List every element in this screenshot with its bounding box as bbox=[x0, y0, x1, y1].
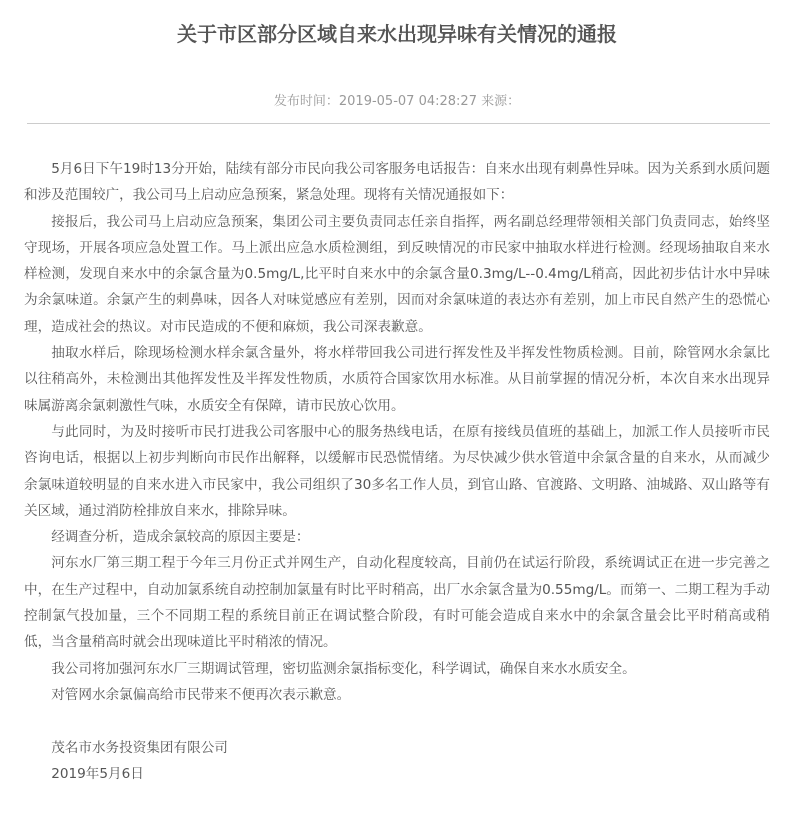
publish-time-label: 发布时间： bbox=[273, 94, 339, 109]
article-meta bbox=[0, 92, 794, 112]
paragraph-analysis-heading: 经调查分析，造成余氯较高的原因主要是： bbox=[51, 529, 310, 546]
paragraph-commitment: 我公司将加强河东水厂三期调试管理，密切监测余氯指标变化，科学调试，确保自来水水质安全。 bbox=[51, 660, 636, 677]
article-title: 关于市区部分区域自来水出现异味有关情况的通报 bbox=[177, 22, 617, 46]
paragraph-response: 接报后，我公司马上启动应急预案，集团公司主要负责同志任亲自指挥，两名副总经理带领相关部门负责同志，始终坚守现场，开展各项应急处置工作。马上派出应急水质检测组，到反映情况的市民家中抽取水样进行检测。经现场抽取自来水样检测，发现自来水中的余氯含量为0.5mg/L,比平时自来水中的余氯含量0.3mg/L--0.4mg/L稍高，因此初步估计水中异味为余氯味道。余氯产生的刺鼻味，因各人对味觉感应有差别，因而对余氯味道的表达亦有差别，加上市民自然产生的恐慌心理，造成社会的热议。对市民造成的不便和麻烦，我公司深表歉意。 bbox=[24, 213, 770, 335]
paragraph-intro: 5月6日下午19时13分开始，陆续有部分市民向我公司客服务电话报告：自来水出现有刺鼻性异味。因为关系到水质问题和涉及范围较广，我公司马上启动应急预案，紧急处理。现将有关情况通报如下： bbox=[24, 161, 770, 204]
paragraph-apology: 对管网水余氯偏高给市民带来不便再次表示歉意。 bbox=[51, 686, 351, 703]
signature-date: 2019年5月6日 bbox=[51, 765, 144, 782]
signature-organization: 茂名市水务投资集团有限公司 bbox=[51, 739, 228, 756]
publish-time-value: 2019-05-07 04:28:27 bbox=[338, 94, 477, 109]
header-divider bbox=[27, 123, 770, 124]
paragraph-testing: 抽取水样后，除现场检测水样余氯含量外，将水样带回我公司进行挥发性及半挥发性物质检测。目前，除管网水余氯比以往稍高外，未检测出其他挥发性及半挥发性物质，水质符合国家饮用水标准。从目前掌握的情况分析，本次自来水出现异味属游离余氯刺激性气味，水质安全有保障，请市民放心饮用。 bbox=[24, 345, 770, 414]
paragraph-cause: 河东水厂第三期工程于今年三月份正式并网生产，自动化程度较高，目前仍在试运行阶段，系统调试正在进一步完善之中，在生产过程中，自动加氯系统自动控制加氯量有时比平时稍高，出厂水余氯含量为0.55mg/L。而第一、二期工程为手动控制氯气投加量，三个不同期工程的系统目前正在调试整合阶段，有时可能会造成自来水中的余氯含量会比平时稍高或稍低，当含量稍高时就会出现味道比平时稍浓的情况。 bbox=[24, 555, 770, 651]
source-label: 来源： bbox=[481, 94, 521, 109]
paragraph-hotline: 与此同时，为及时接听市民打进我公司客服中心的服务热线电话，在原有接线员值班的基础上，加派工作人员接听市民咨询电话，根据以上初步判断向市民作出解释，以缓解市民恐慌情绪。为尽快减少供水管道中余氯含量的自来水，从而减少余氯味道较明显的自来水进入市民家中，我公司组织了30多名工作人员，到官山路、官渡路、文明路、油城路、双山路等有关区域，通过消防栓排放自来水，排除异味。 bbox=[24, 423, 770, 519]
article-body bbox=[24, 156, 770, 787]
blank-line bbox=[24, 708, 770, 734]
